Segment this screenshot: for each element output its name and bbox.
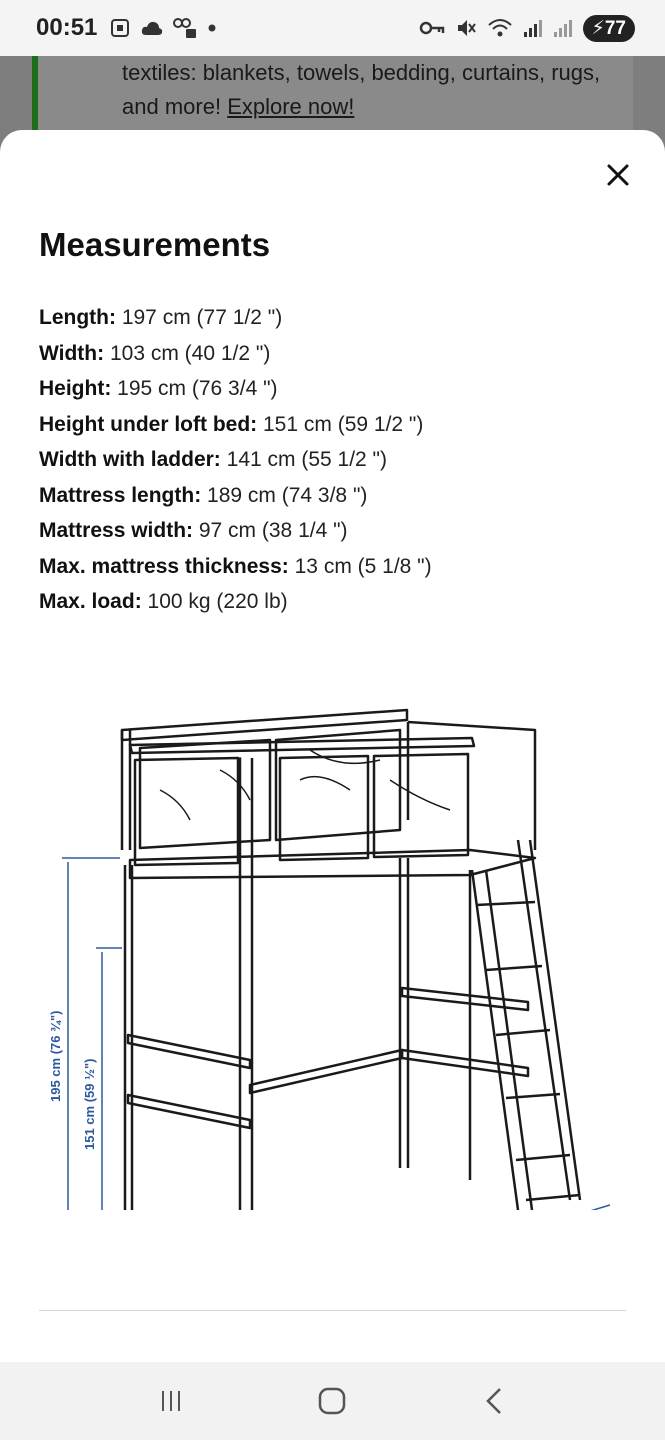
signal-icon: [523, 18, 543, 38]
system-nav-bar: [0, 1362, 665, 1440]
measurement-item: [39, 407, 432, 443]
measurement-label: Max. load:: [39, 590, 142, 613]
measurement-item: [39, 478, 432, 514]
recent-apps-button[interactable]: [141, 1376, 201, 1426]
measurement-value: 103 cm (40 1/2 "): [109, 341, 271, 365]
explore-now-link[interactable]: Explore now!: [227, 94, 355, 119]
measurement-value: 195 cm (76 3/4 "): [117, 377, 278, 400]
wifi-icon: [487, 17, 513, 39]
status-time: 00:51: [36, 14, 98, 41]
sheet-title: Measurements: [39, 226, 271, 263]
measurements-sheet: [0, 130, 665, 1362]
status-icons-left: [109, 17, 217, 39]
measurement-label: Width with ladder:: [39, 448, 221, 471]
measurement-value: 97 cm (38 1/4 "): [198, 519, 348, 542]
dot-icon: [207, 23, 217, 33]
close-icon: [606, 163, 630, 187]
measurement-value: 189 cm (74 3/8 "): [207, 483, 368, 507]
cloud-icon: [141, 20, 163, 36]
back-button[interactable]: [464, 1376, 524, 1426]
measurement-label: Mattress length:: [39, 483, 202, 507]
home-button[interactable]: [302, 1376, 362, 1426]
status-icons-right: [419, 15, 635, 42]
measurement-item: [39, 549, 432, 585]
height-dimension-label: 195 cm (76 ¾"): [48, 1010, 63, 1102]
dimension-labels: [48, 1011, 511, 1210]
vpn-key-icon: [419, 20, 445, 36]
key-lock-icon: [173, 17, 197, 39]
battery-icon: ⚡77: [583, 15, 635, 42]
background-banner-text: [122, 56, 622, 124]
home-icon: [317, 1386, 347, 1416]
measurement-label: Max. mattress thickness:: [39, 554, 289, 578]
recent-apps-icon: [157, 1387, 185, 1415]
measurement-item: [39, 336, 432, 372]
measurement-item: [39, 300, 432, 336]
banner-text: textiles: blankets, towels, bedding, curtains, rugs, and more!: [122, 60, 601, 119]
measurement-value: 13 cm (5 1/8 "): [294, 554, 432, 578]
measurement-label: Mattress width:: [39, 519, 194, 542]
measurement-item: [39, 584, 432, 620]
screenshot-icon: [109, 17, 131, 39]
measurement-value: 100 kg (220 lb): [147, 590, 288, 613]
measurement-label: Height under loft bed:: [39, 412, 258, 436]
measurement-label: Height:: [39, 377, 112, 400]
back-icon: [482, 1386, 506, 1416]
status-bar: [0, 0, 665, 56]
measurements-list: [39, 300, 432, 620]
battery-level: 77: [604, 17, 626, 39]
measurement-label: Width:: [39, 341, 105, 365]
bed-frame-drawing: [122, 710, 580, 1210]
measurement-label: Length:: [39, 306, 116, 329]
divider: [39, 1310, 626, 1311]
close-button[interactable]: [601, 158, 635, 192]
mute-icon: [455, 17, 477, 39]
measurement-item: [39, 513, 432, 549]
measurement-value: 197 cm (77 1/2 "): [121, 306, 283, 329]
under-height-dimension-label: 151 cm (59 ½"): [82, 1058, 97, 1150]
signal-icon: [553, 18, 573, 38]
measurement-value: 141 cm (55 1/2 "): [226, 448, 388, 471]
measurement-value: 151 cm (59 1/2 "): [263, 412, 424, 436]
measurement-item: [39, 442, 432, 478]
measurement-item: [39, 371, 432, 407]
loft-bed-diagram: [40, 690, 630, 1210]
